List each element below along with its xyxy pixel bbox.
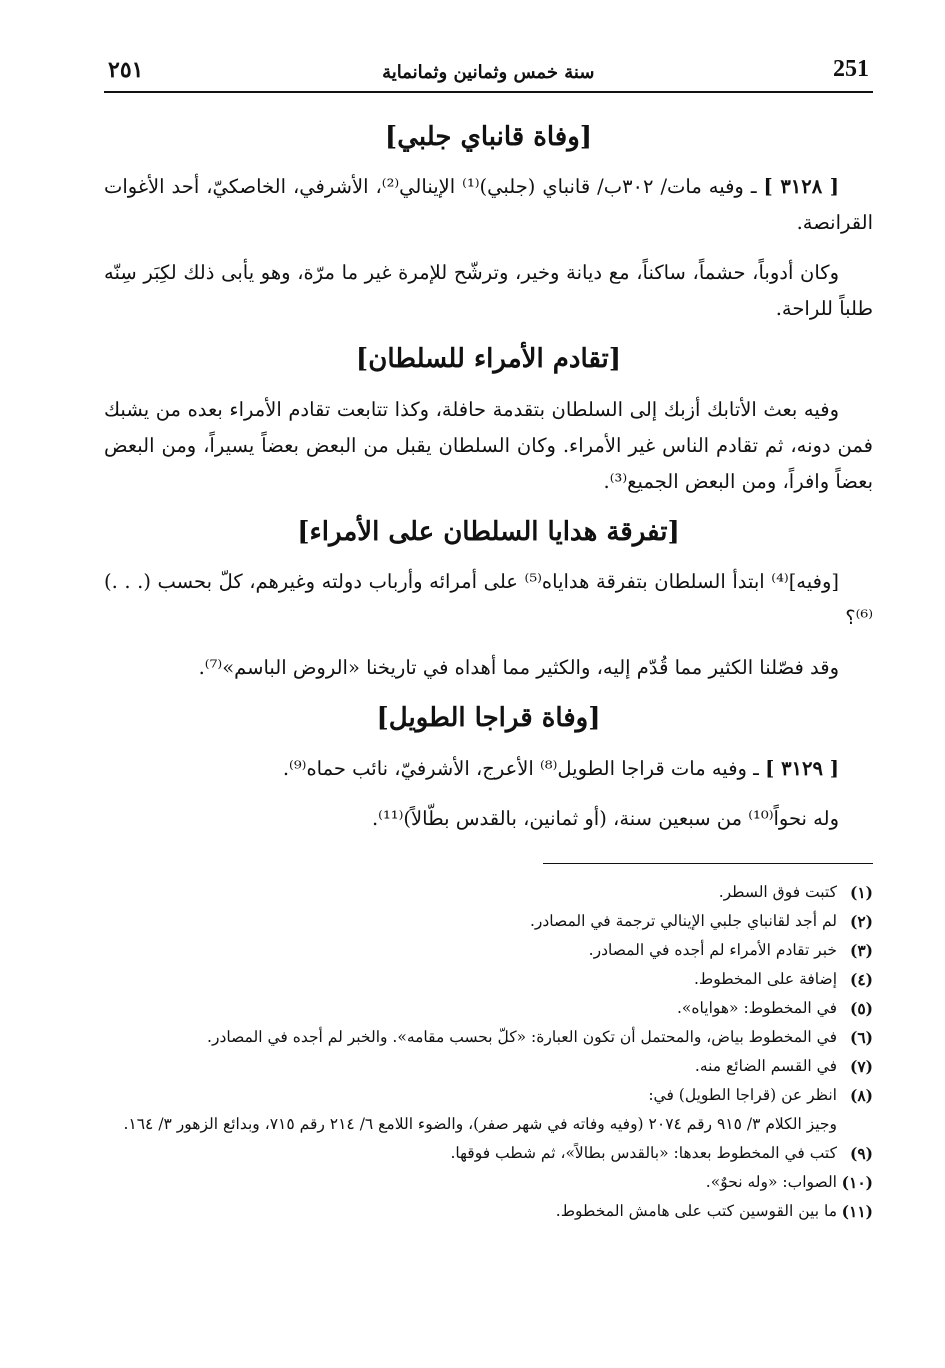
footnote-text: في المخطوط: «هواياه». — [677, 998, 837, 1017]
footnote-text: الصواب: «وله نحوٌ». — [705, 1172, 837, 1191]
section-title: [وفاة قراجا الطويل] — [376, 703, 601, 734]
paragraph — [104, 392, 873, 500]
footnote — [104, 1197, 873, 1226]
section-title: [تفرقة هدايا السلطان على الأمراء] — [297, 516, 680, 547]
footnote — [104, 1052, 873, 1081]
paragraph — [104, 564, 873, 636]
paragraph-text: ـ وفيه مات قراجا الطويل⁽⁸⁾ الأعرج، الأشرفيّ، نائب حماه⁽⁹⁾. — [282, 756, 759, 780]
footnote-text: ما بين القوسين كتب على هامش المخطوط. — [555, 1201, 837, 1220]
footnote-text: إضافة على المخطوط. — [693, 969, 837, 988]
entry-number: [ ٣١٢٩ ] — [765, 756, 839, 780]
footnote-text: كتب في المخطوط بعدها: «بالقدس بطالاً»، ثم شطب فوقها. — [450, 1143, 837, 1162]
paragraph — [104, 801, 873, 837]
paragraph-text: وكان أدوباً، حشماً، ساكناً، مع ديانة وخير، وترشّح للإمرة غير ما مرّة، وهو يأبى ذلك لكِبَر سِنّه طلباً للراحة. — [104, 261, 873, 321]
footnote — [104, 1139, 873, 1168]
running-title: سنة خمس وثمانين وثمانماية — [382, 62, 595, 83]
footnote-text: كتبت فوق السطر. — [718, 882, 837, 901]
footnote-number: (٩) — [849, 1143, 873, 1163]
footnote-text: في القسم الضائع منه. — [694, 1056, 837, 1075]
paragraph-text: ـ وفيه مات/ ٣٠٢ب/ قانباي (جلبي)⁽¹⁾ الإينالي⁽²⁾، الأشرفي، الخاصكيّ، أحد الأغوات القرانصة. — [104, 175, 873, 235]
footnote — [104, 878, 873, 907]
footnote-number: (٧) — [849, 1056, 873, 1076]
footnotes — [104, 878, 873, 1226]
entry-number: [ ٣١٢٨ ] — [763, 175, 840, 199]
footnote-text: خبر تقادم الأمراء لم أجده في المصادر. — [588, 940, 837, 959]
footnote-number: (٦) — [849, 1027, 873, 1047]
footnote-number — [837, 1110, 873, 1139]
footnote-separator — [543, 863, 873, 864]
footnote-number: (٥) — [849, 998, 873, 1018]
paragraph — [104, 255, 873, 327]
page-number-latin: 251 — [833, 56, 869, 82]
entry-paragraph — [104, 169, 873, 241]
paragraph-text: وقد فصّلنا الكثير مما قُدّم إليه، والكثير مما أهداه في تاريخنا «الروض الباسم»⁽⁷⁾. — [198, 656, 839, 680]
entry-paragraph — [104, 751, 873, 787]
footnote — [104, 1023, 873, 1052]
footnote-number: (١٠) — [841, 1172, 873, 1192]
footnote-text: انظر عن (قراجا الطويل) في: — [648, 1085, 837, 1104]
footnote-number: (١١) — [841, 1201, 873, 1221]
footnote-number: (٨) — [849, 1085, 873, 1105]
page-number-arabic: ٢٥١ — [108, 57, 144, 83]
section-title: [وفاة قانباي جلبي] — [384, 122, 593, 152]
footnote-number: (١) — [849, 882, 873, 902]
running-header — [104, 56, 873, 93]
paragraph — [104, 650, 873, 686]
footnote — [104, 1168, 873, 1197]
footnote — [104, 907, 873, 936]
paragraph-text: [وفيه]⁽⁴⁾ ابتدأ السلطان بتفرقة هداياه⁽⁵⁾ على أمرائه وأرباب دولته وغيرهم، كلّ بحسب (. . .)⁽⁶⁾؟ — [104, 570, 873, 630]
footnote — [104, 936, 873, 965]
footnote-number: (٤) — [849, 969, 873, 989]
footnote-number: (٢) — [849, 911, 873, 931]
footnote-text: وجيز الكلام ٣/ ٩١٥ رقم ٢٠٧٤ (وفيه وفاته في شهر صفر)، والضوء اللامع ٦/ ٢١٤ رقم ٧١٥، وبدائع الزهور ٣/ ١٦٤. — [123, 1114, 837, 1133]
footnote — [104, 965, 873, 994]
paragraph-text: وفيه بعث الأتابك أزبك إلى السلطان بتقدمة حافلة، وكذا تتابعت تقادم الأمراء بعده من يشبك فمن دونه، ثم تقادم الناس غير الأمراء. وكان السلطان يقبل من البعض بعضاً يسيراً، ومن البعض بعضاً وافراً، ومن البعض الجميع⁽³⁾. — [104, 397, 873, 493]
footnote — [104, 994, 873, 1023]
footnote-text: في المخطوط بياض، والمحتمل أن تكون العبارة: «كلّ بحسب مقامه». والخبر لم أجده في المصادر. — [207, 1027, 837, 1046]
paragraph-text: وله نحواً⁽¹⁰⁾ من سبعين سنة، (أو ثمانين، بالقدس بطّالاً)⁽¹¹⁾. — [371, 806, 839, 830]
footnote-continuation — [104, 1110, 873, 1139]
footnote — [104, 1081, 873, 1110]
section-title: [تقادم الأمراء للسلطان] — [355, 344, 622, 375]
footnote-text: لم أجد لقانباي جلبي الإينالي ترجمة في المصادر. — [529, 911, 837, 930]
footnote-number: (٣) — [849, 940, 873, 960]
